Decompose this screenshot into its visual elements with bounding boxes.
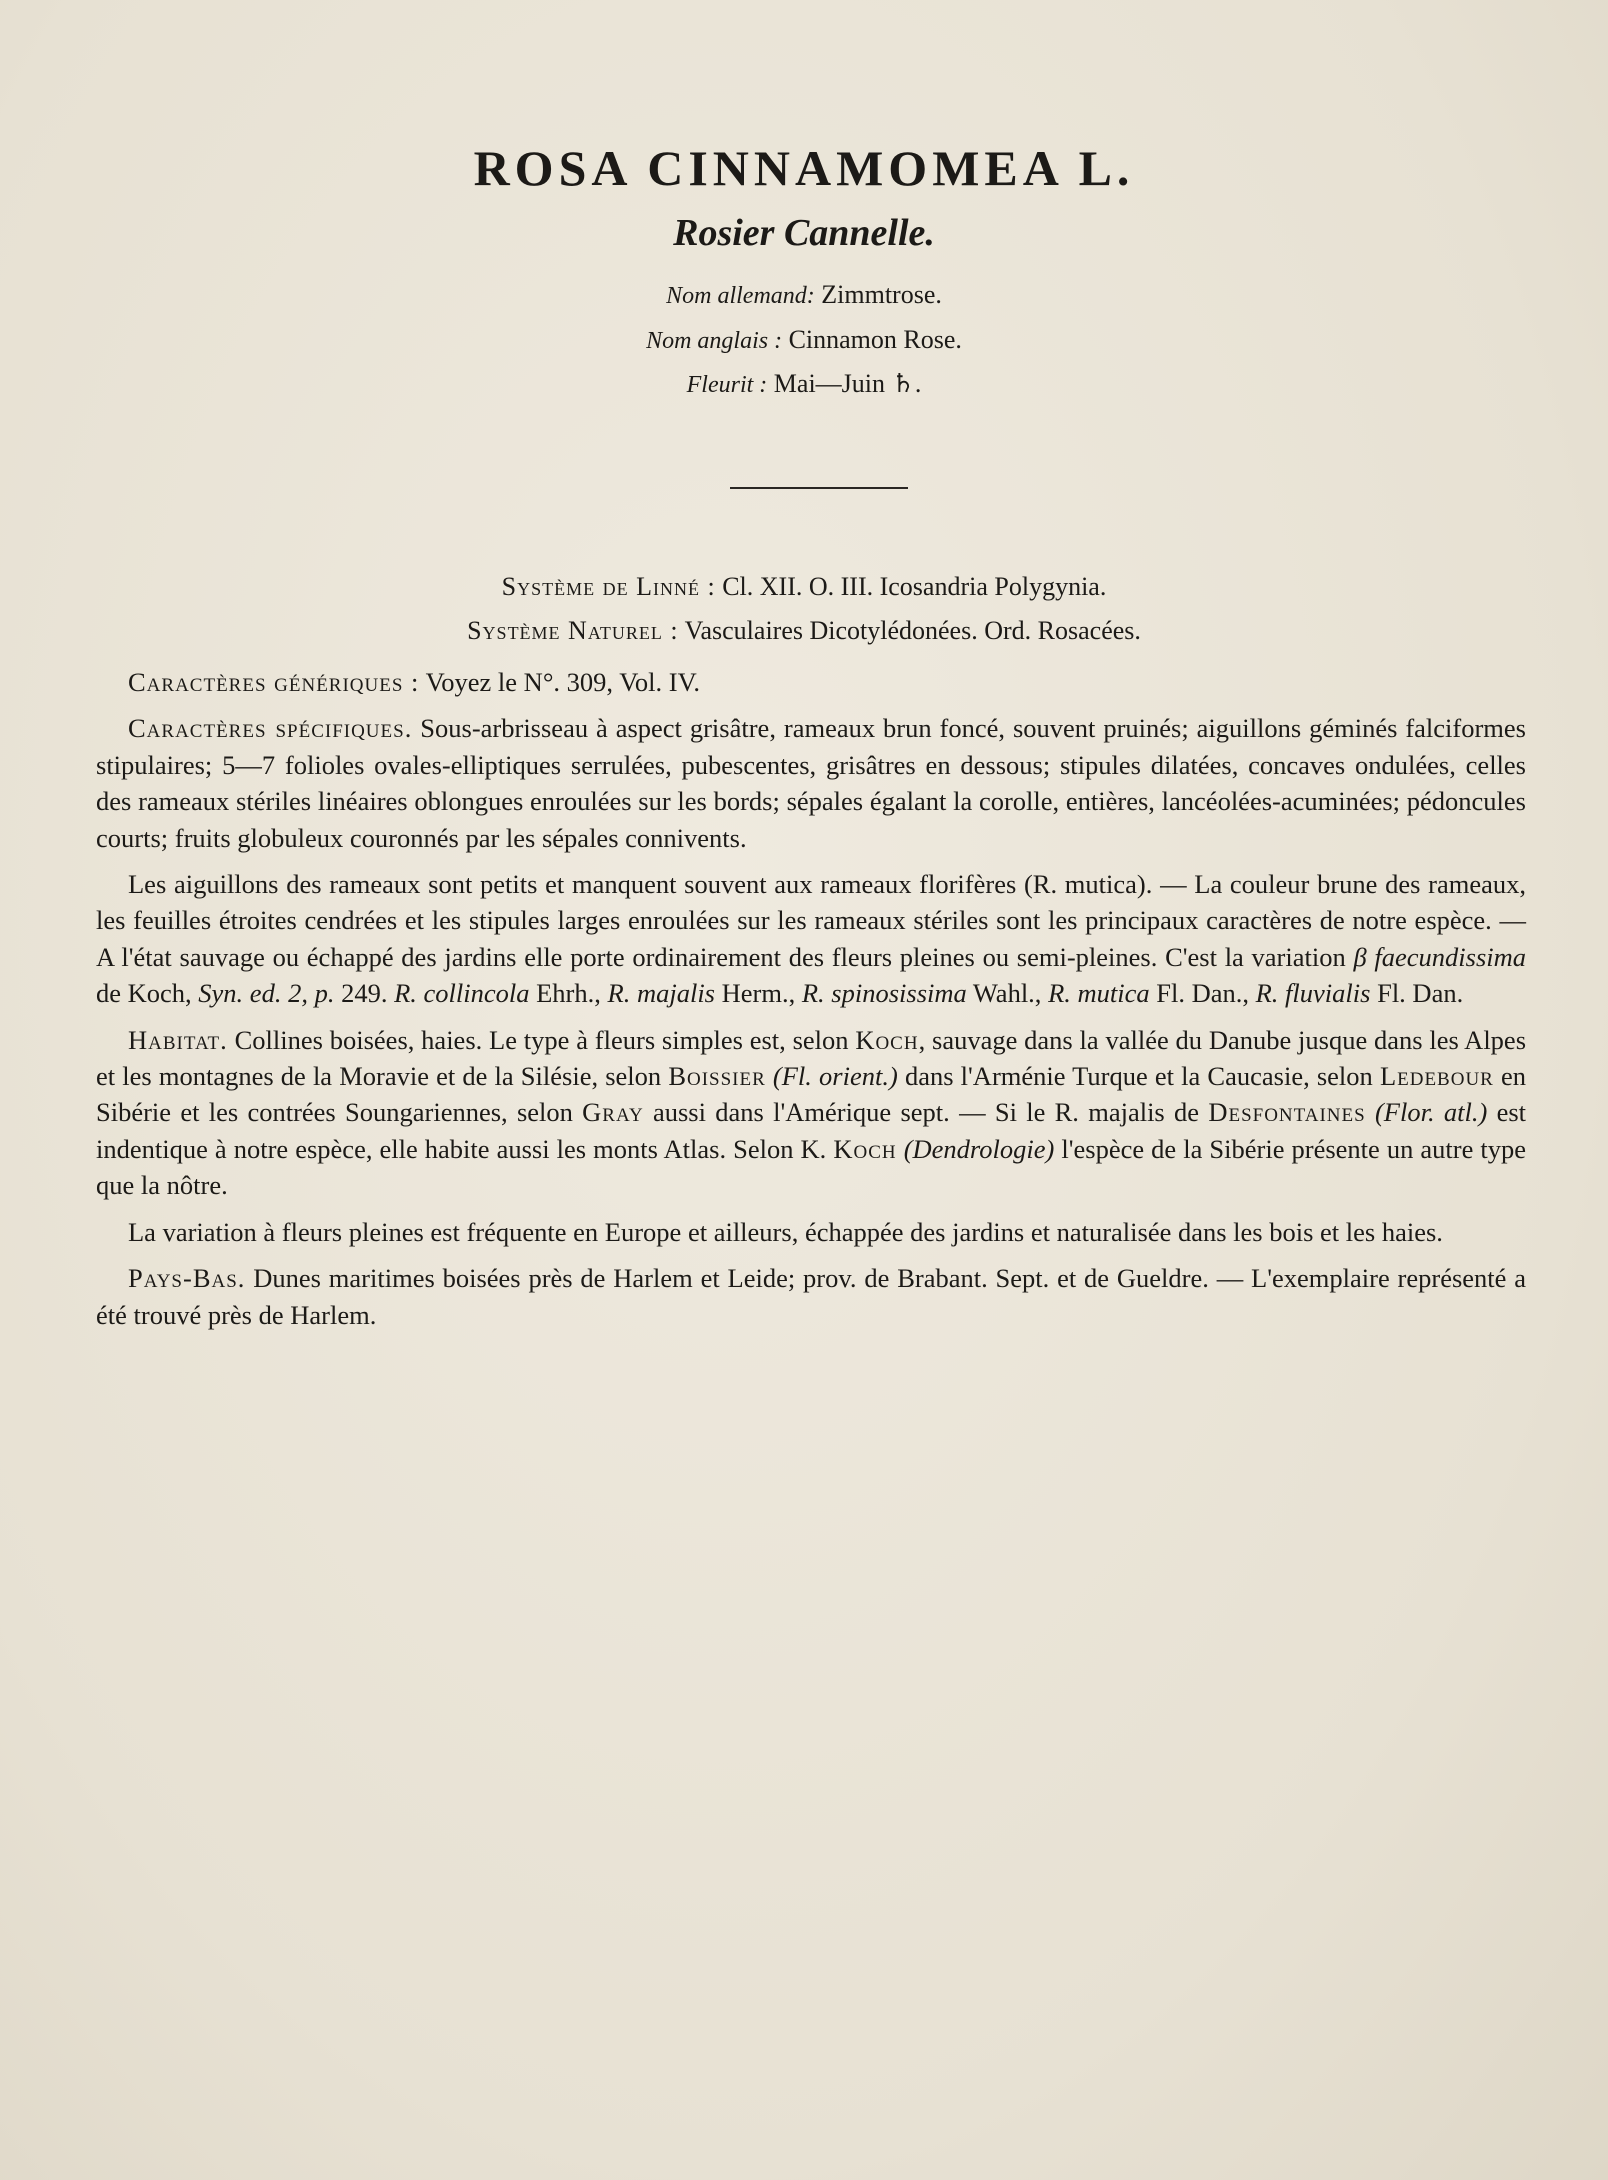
subtitle: Rosier Cannelle.: [673, 212, 935, 254]
english-name: [0, 323, 1608, 358]
variation-paragraph: [96, 1214, 1526, 1250]
author-ledebour: Ledebour: [1379, 1061, 1494, 1092]
synonym-5-author: Fl. Dan.: [1377, 978, 1464, 1009]
generic-label: Caractères génériques :: [128, 667, 420, 697]
paysbas-label: Pays-Bas.: [128, 1263, 246, 1294]
variation-beta: β faecundissima: [1353, 941, 1527, 972]
variation-text: La variation à fleurs pleines est fréquente en Europe et ailleurs, échappée des jardins et naturalisée dans les bois et les haies.: [128, 1216, 1443, 1247]
specific-characters: [96, 710, 1526, 856]
habitat-text-7: l'espèce de la Sibérie présente un autre type que la nôtre.: [96, 1133, 1527, 1201]
ref-dendrologie: (Dendrologie): [903, 1133, 1055, 1164]
synonym-5: R. fluvialis: [1255, 978, 1371, 1009]
habitat-text-1: Collines boisées, haies. Le type à fleurs simples est, selon: [234, 1024, 849, 1055]
english-name-value: Cinnamon Rose.: [788, 325, 962, 354]
generic-characters: [96, 664, 1526, 700]
flowering: [0, 367, 1608, 402]
flowering-label: Fleurit :: [686, 372, 768, 398]
habitat-text-2: , sauvage dans la vallée du Danube jusque dans les Alpes et les montagnes de la Moravie et de la Silésie, selon: [96, 1024, 1527, 1092]
natural-system: [0, 614, 1608, 648]
synonym-3: R. spinosissima: [801, 978, 967, 1009]
habitat-label: Habitat.: [128, 1024, 228, 1055]
german-name-value: Zimmtrose.: [821, 280, 942, 309]
german-name-label: Nom allemand:: [666, 283, 815, 309]
natural-value: Vasculaires Dicotylédonées. Ord. Rosacées.: [684, 616, 1141, 645]
linne-system: [0, 570, 1608, 604]
divider-rule: [730, 487, 908, 489]
specific-label: Caractères spécifiques.: [128, 713, 413, 744]
author-gray: Gray: [582, 1097, 644, 1128]
koch-ref: de Koch,: [96, 978, 192, 1009]
ref-fl-orient: (Fl. orient.): [772, 1061, 898, 1092]
author-boissier: Boissier: [668, 1061, 766, 1092]
author-desfontaines: Desfontaines: [1208, 1097, 1366, 1128]
habitat-text-4: en Sibérie et les contrées Soungariennes, selon: [96, 1061, 1527, 1128]
paysbas-paragraph: [96, 1260, 1526, 1333]
syn-ref: Syn. ed. 2, p.: [198, 978, 335, 1009]
body-text: [96, 664, 1526, 1343]
german-name: [0, 278, 1608, 313]
linne-value: Cl. XII. O. III. Icosandria Polygynia.: [722, 572, 1107, 601]
habitat-text-3: dans l'Arménie Turque et la Caucasie, selon: [904, 1061, 1373, 1092]
english-name-label: Nom anglais :: [646, 328, 783, 354]
specific-text: Sous-arbrisseau à aspect grisâtre, rameaux brun foncé, souvent pruinés; aiguillons géminés falciformes stipulaires; 5—7 folioles ovales-elliptiques serrulées, pubescentes, grisâtres en dessous; stipules dilatées, concaves ondulées, celles des rameaux stériles linéaires oblongues enroulées sur les bords; sépales égalant la corolle, entières, lancéolées-acuminées; pédoncules courts; fruits globuleux couronnés par les sépales connivents.: [96, 713, 1526, 853]
habitat-text-5: aussi dans l'Amérique sept. — Si le R. majalis de: [652, 1097, 1200, 1128]
aiguillons-paragraph: [96, 866, 1526, 1012]
habitat-paragraph: [96, 1022, 1526, 1204]
aiguillons-text: Les aiguillons des rameaux sont petits et manquent souvent aux rameaux florifères (R. mutica). — La couleur brune des rameaux, les feuilles étroites cendrées et les stipules larges enroulées sur les rameaux stériles sont les principaux caractères de notre espèce. — A l'état sauvage ou échappé des jardins elle porte ordinairement des fleurs pleines ou semi-pleines. C'est la variation: [96, 869, 1526, 972]
habitat-text-6: est indentique à notre espèce, elle habite aussi les monts Atlas. Selon K.: [96, 1097, 1527, 1164]
natural-label: Système Naturel :: [467, 616, 679, 645]
author-koch: Koch: [855, 1024, 919, 1055]
synonym-2: R. majalis: [607, 978, 715, 1009]
synonym-1-author: Ehrh.,: [536, 978, 601, 1009]
author-k-koch: Koch: [833, 1133, 897, 1164]
synonym-2-author: Herm.,: [721, 978, 796, 1009]
flowering-value: Mai—Juin ♄.: [773, 369, 922, 398]
synonym-1: R. collincola: [394, 978, 530, 1009]
page-ref: 249.: [341, 978, 388, 1009]
synonym-4: R. mutica: [1048, 978, 1150, 1009]
ref-flor-atl: (Flor. atl.): [1374, 1097, 1488, 1128]
synonym-4-author: Fl. Dan.,: [1156, 978, 1249, 1009]
synonym-3-author: Wahl.,: [972, 978, 1042, 1009]
generic-text: Voyez le N°. 309, Vol. IV.: [425, 667, 700, 697]
linne-label: Système de Linné :: [501, 572, 716, 601]
page-title: ROSA CINNAMOMEA L.: [473, 140, 1135, 196]
paysbas-text: Dunes maritimes boisées près de Harlem et Leide; prov. de Brabant. Sept. et de Gueldre. — L'exemplaire représenté a été trouvé près de Harlem.: [96, 1263, 1527, 1330]
